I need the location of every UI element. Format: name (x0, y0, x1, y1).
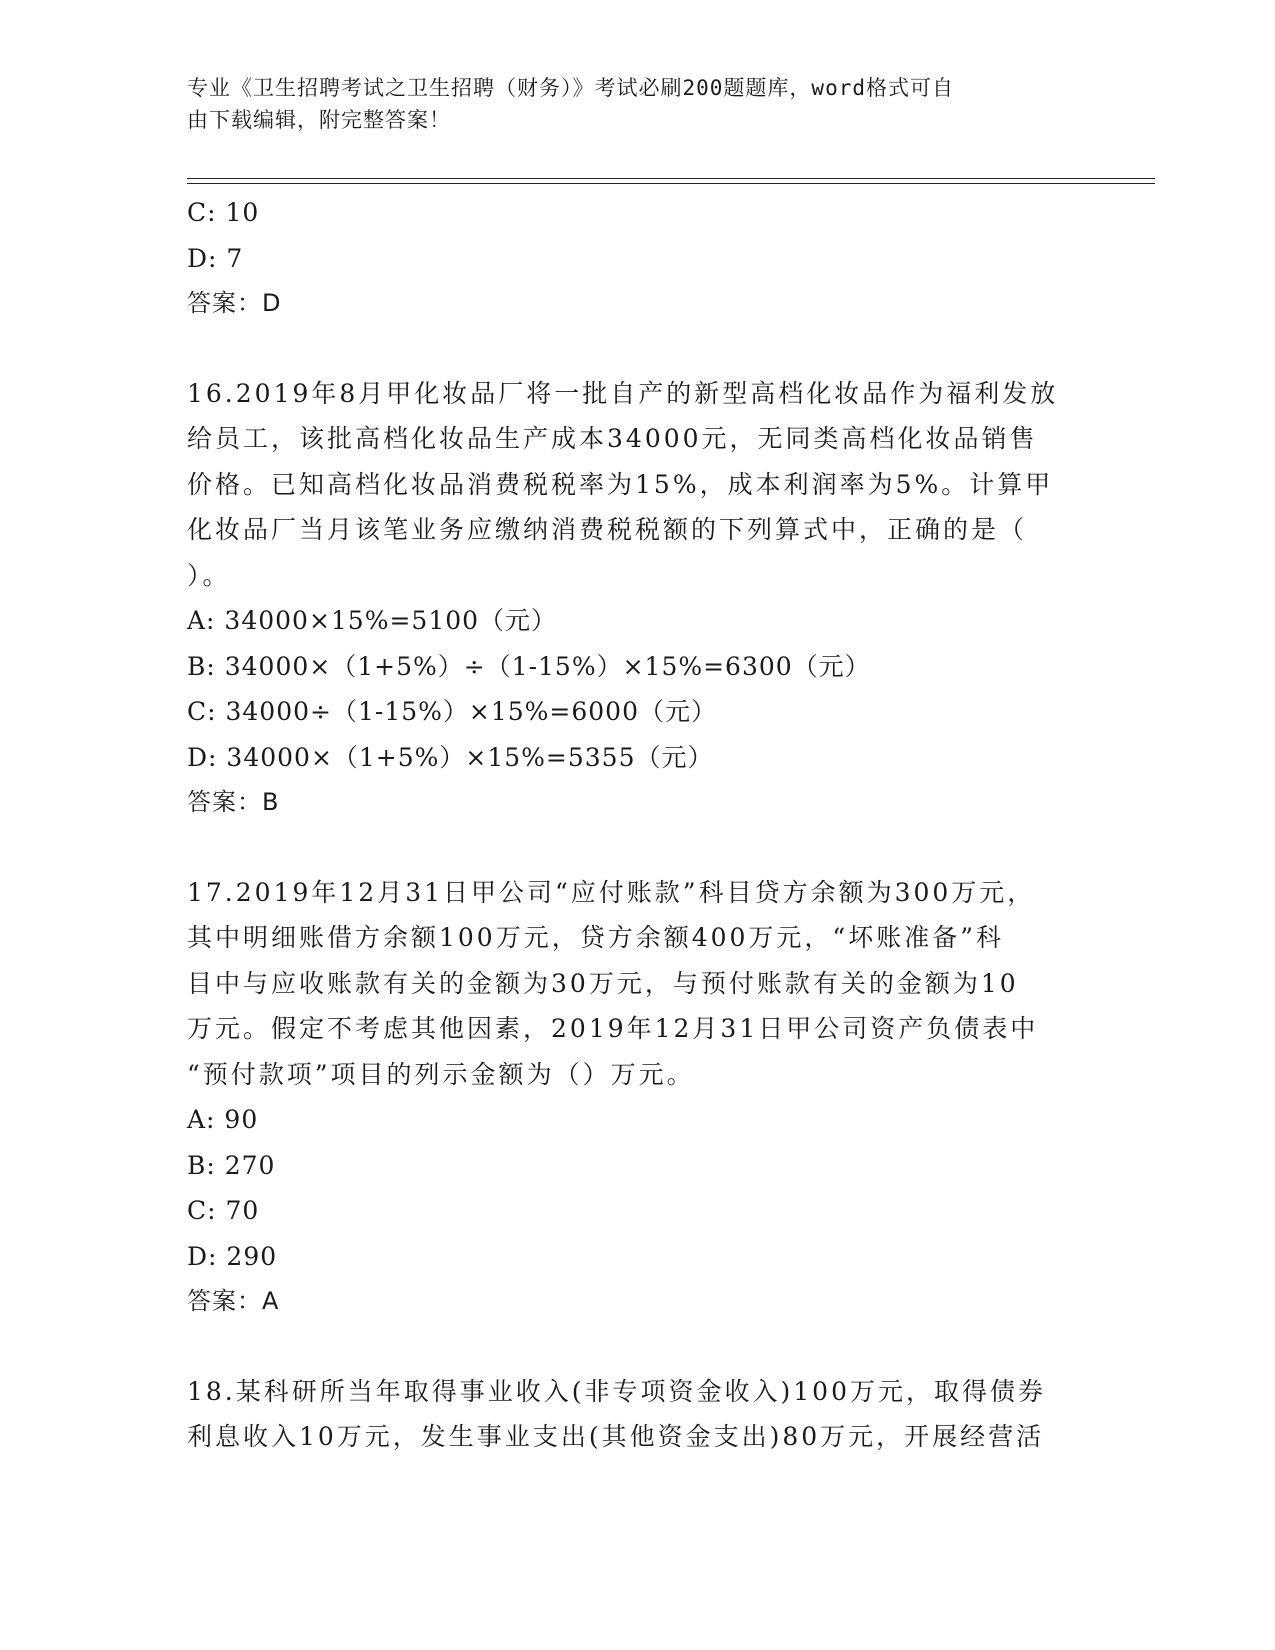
option-c: C: 34000÷（1-15%）×15%=6000（元） (187, 697, 717, 726)
option-a: A: 90 (187, 1105, 259, 1134)
answer-line: 答案：A (187, 1287, 280, 1315)
header-divider-bottom (187, 183, 1155, 184)
question-text-line: 利息收入10万元，发生事业支出(其他资金支出)80万元，开展经营活 (187, 1422, 1045, 1451)
question-15-tail (187, 190, 1077, 327)
header-line-1: 专业《卫生招聘考试之卫生招聘（财务）》考试必刷200题题库，word格式可自 (187, 76, 954, 100)
option-a: A: 34000×15%=5100（元） (187, 606, 558, 635)
spacer (187, 327, 1077, 371)
option-d: D: 34000×（1+5%）×15%=5355（元） (187, 742, 714, 772)
question-text-line: 给员工，该批高档化妆品生产成本34000元，无同类高档化妆品销售 (187, 424, 1038, 453)
option-d: D: 290 (187, 1241, 278, 1271)
option-c: C: 70 (187, 1196, 260, 1225)
question-text-line: “预付款项”项目的列示金额为（）万元。 (187, 1059, 695, 1089)
option-b: B: 270 (187, 1150, 276, 1180)
spacer (187, 826, 1077, 870)
question-text-line: 目中与应收账款有关的金额为30万元，与预付账款有关的金额为10 (187, 968, 1019, 998)
header-divider-top (187, 178, 1155, 179)
question-text-line: 价格。已知高档化妆品消费税税率为15%，成本利润率为5%。计算甲 (187, 469, 1054, 499)
question-text-line: 化妆品厂当月该笔业务应缴纳消费税税额的下列算式中，正确的是（ (187, 515, 1028, 544)
question-text-line: 其中明细账借方余额100万元，贷方余额400万元，“坏账准备”科 (187, 923, 1004, 952)
question-text-line: 17.2019年12月31日甲公司“应付账款”科目贷方余额为300万元， (187, 877, 1036, 907)
header-line-2: 由下载编辑，附完整答案！ (187, 108, 451, 132)
option-c: C: 10 (187, 198, 260, 227)
spacer (187, 1325, 1077, 1369)
document-body (187, 190, 1077, 1460)
page-header (187, 72, 1067, 136)
option-d: D: 7 (187, 243, 244, 273)
question-text-line: 18.某科研所当年取得事业收入(非专项资金收入)100万元，取得债券 (187, 1376, 1046, 1406)
question-17 (187, 870, 1077, 1325)
question-text-line: ）。 (187, 560, 231, 590)
question-16 (187, 371, 1077, 826)
answer-line: 答案：D (187, 289, 282, 317)
question-18 (187, 1369, 1077, 1460)
answer-line: 答案：B (187, 788, 280, 816)
question-text-line: 16.2019年8月甲化妆品厂将一批自产的新型高档化妆品作为福利发放 (187, 378, 1059, 408)
option-b: B: 34000×（1+5%）÷（1-15%）×15%=6300（元） (187, 651, 871, 681)
question-text-line: 万元。假定不考虑其他因素，2019年12月31日甲公司资产负债表中 (187, 1014, 1039, 1043)
